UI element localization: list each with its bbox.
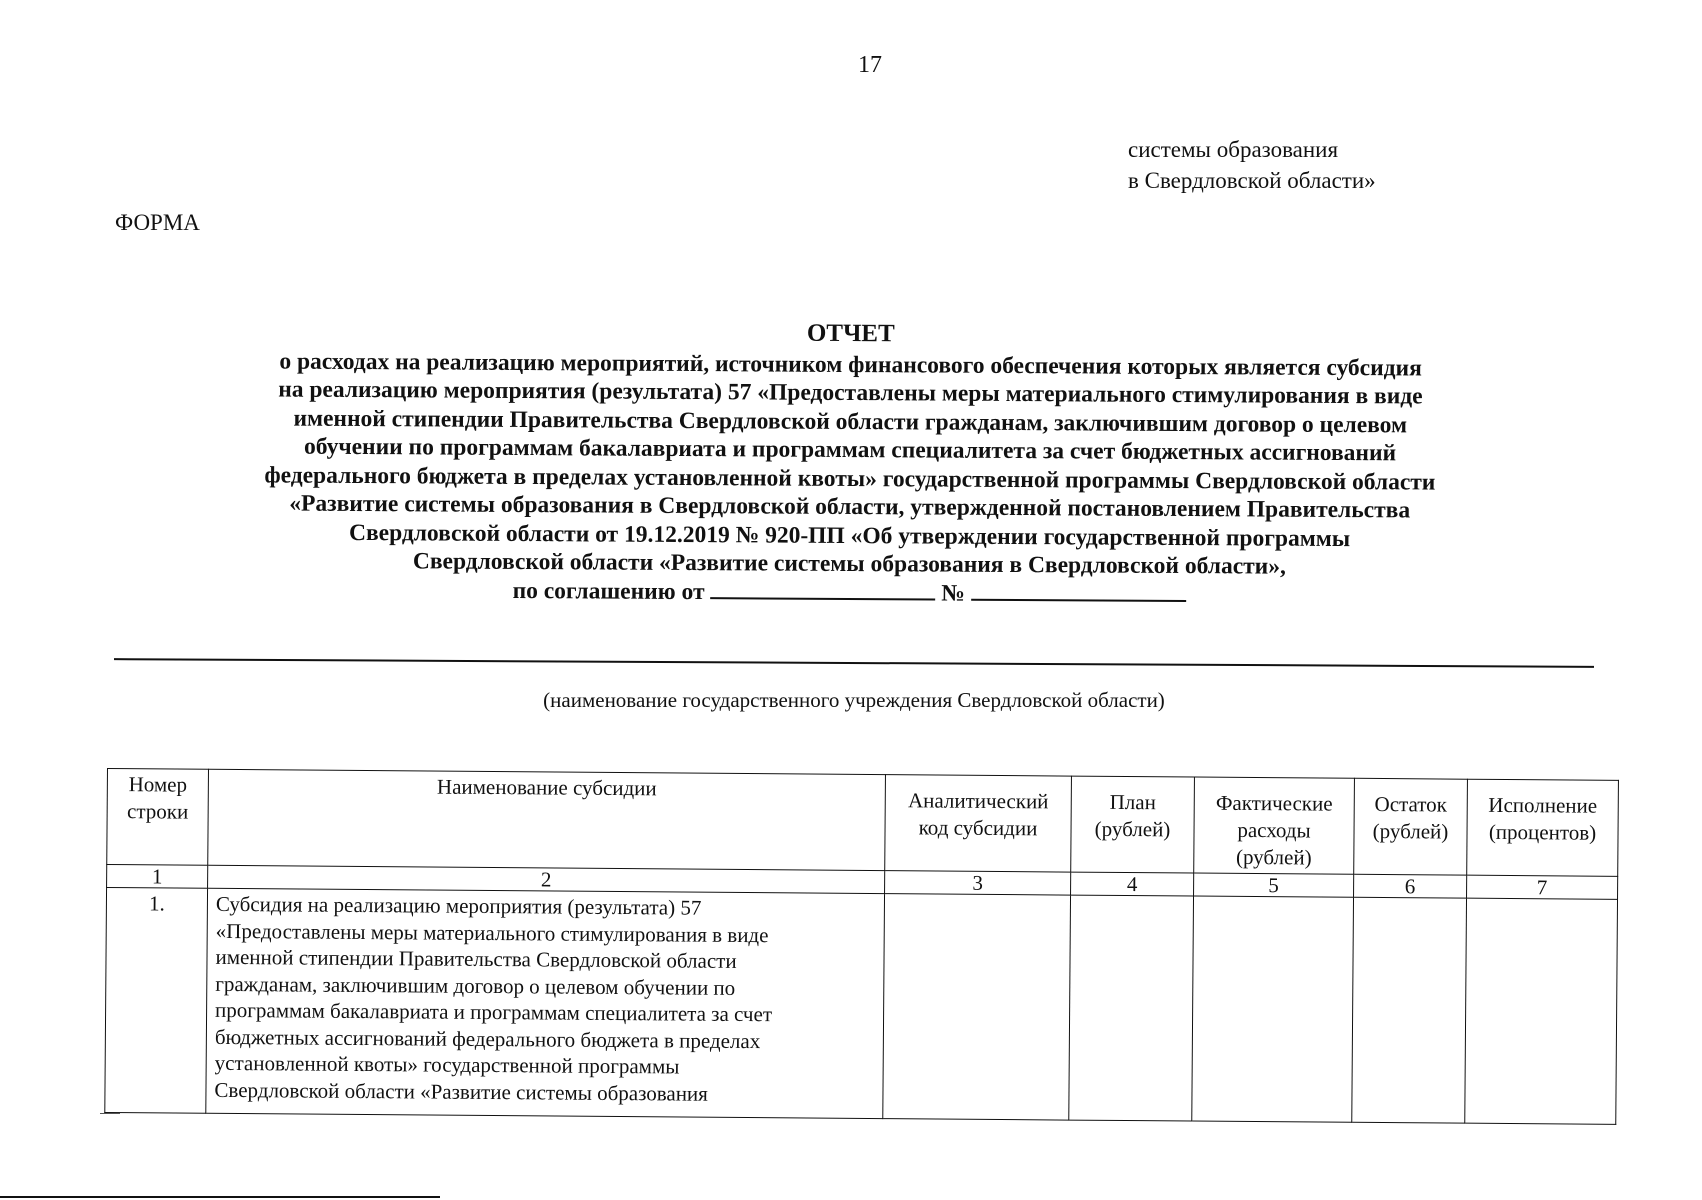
header-analytic-code: Аналитический код субсидии [885, 775, 1072, 872]
column-number: 1 [107, 865, 208, 889]
table-row [105, 888, 1618, 1125]
header-row-number: Номер строки [107, 769, 209, 866]
title-line: федерального бюджета в пределах установленной квоты» государственной программы Свердловской области [264, 461, 1436, 496]
column-number: 7 [1467, 875, 1618, 899]
header-line: системы образования [1128, 137, 1339, 162]
title-line: о расходах на реализацию мероприятий, источником финансового обеспечения которых является субсидия [279, 348, 1422, 381]
title-line: на реализацию мероприятия (результата) 57 «Предоставлены меры материального стимулирования в виде [278, 376, 1423, 410]
table-header-row [107, 769, 1619, 877]
column-number: 2 [208, 865, 885, 893]
subsidy-name: Субсидия на реализацию мероприятия (результата) 57 «Предоставлены меры материального стимулирования в виде именной стипендии Правительства Свердловской области гражданам, заключившим договор о целевом обучении по программам бакалавриата и программам специалитета за счет бюджетных ассигнований федерального бюджета в пределах установленной квоты» государственной программы Свердловской области «Развитие системы образования [206, 888, 885, 1118]
column-number: 5 [1194, 873, 1354, 897]
title-line: Свердловской области от 19.12.2019 № 920-ПП «Об утверждении государственной программы [348, 519, 1351, 552]
report-table [104, 768, 1619, 1125]
title-line: обучении по программам бакалавриата и программам специалитета за счет бюджетных ассигнований [303, 433, 1397, 467]
header-plan: План (рублей) [1071, 776, 1195, 873]
header-subsidy-name: Наименование субсидии [208, 769, 886, 870]
analytic-code-cell[interactable] [883, 894, 1071, 1120]
header-remainder: Остаток (рублей) [1354, 778, 1468, 875]
header-line: в Свердловской области» [1128, 168, 1376, 193]
column-number: 3 [885, 871, 1071, 895]
column-number: 4 [1071, 872, 1194, 896]
organization-name-line[interactable] [114, 658, 1594, 668]
agreement-prefix: по соглашению от [512, 577, 705, 605]
title-line: именной стипендии Правительства Свердловской области гражданам, заключившим договор о целевом [293, 405, 1408, 438]
footnote-divider [0, 1196, 440, 1198]
column-number: 6 [1354, 874, 1467, 898]
row-number: 1. [105, 888, 208, 1114]
report-title [109, 315, 1591, 611]
plan-cell[interactable] [1069, 895, 1194, 1121]
agreement-number-blank[interactable] [971, 580, 1186, 601]
header-right-text [1128, 134, 1376, 196]
header-actual-expenses: Фактические расходы (рублей) [1194, 777, 1355, 874]
remainder-cell[interactable] [1352, 897, 1467, 1123]
organization-caption: (наименование государственного учреждения Свердловской области) [543, 688, 1165, 712]
agreement-date-blank[interactable] [710, 579, 935, 600]
title-line: Свердловской области «Развитие системы образования в Свердловской области», [412, 548, 1286, 580]
report-heading: ОТЧЕТ [806, 319, 895, 348]
execution-cell[interactable] [1465, 898, 1618, 1124]
form-label: ФОРМА [115, 210, 200, 235]
title-line: «Развитие системы образования в Свердловской области, утвержденной постановлением Правительства [289, 490, 1411, 524]
header-execution: Исполнение (процентов) [1467, 779, 1619, 876]
agreement-number-sign: № [941, 580, 966, 607]
actual-expenses-cell[interactable] [1192, 896, 1354, 1122]
margin-mark [100, 1113, 120, 1114]
page-number: 17 [858, 52, 882, 78]
